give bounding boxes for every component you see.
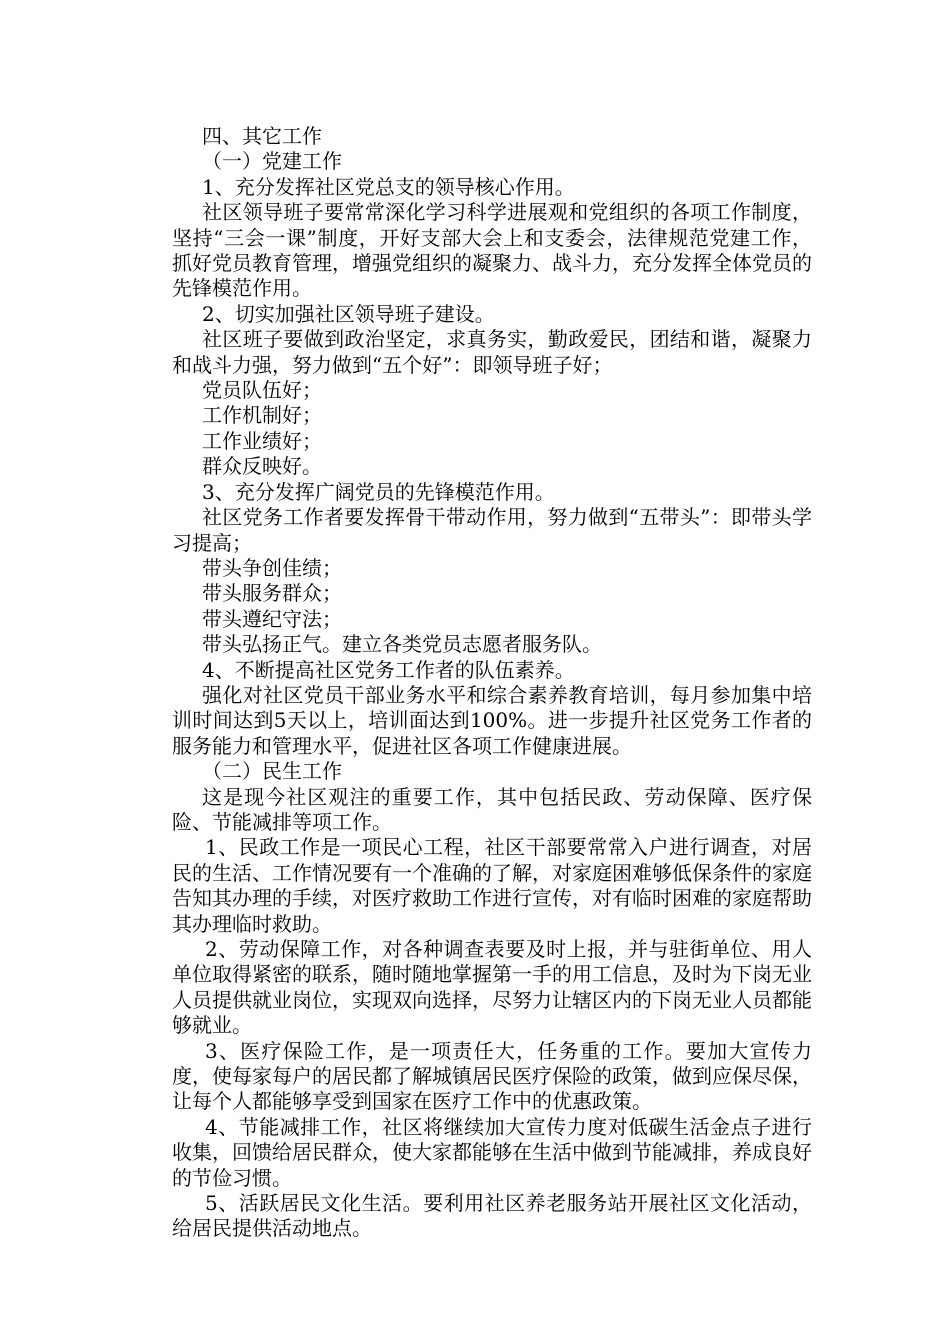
item-heading: 2、切实加强社区领导班子建设。 (202, 301, 495, 326)
subsection-heading: （二）民生工作 (202, 759, 342, 784)
subsection-heading: （一）党建工作 (202, 149, 342, 174)
paragraph: 社区党务工作者要发挥骨干带动作用，努力做到“五带头”：即带头学习提高； (172, 505, 812, 555)
document-body (172, 124, 812, 1242)
paragraph: 1、民政工作是一项民心工程，社区干部要常常入户进行调查，对居民的生活、工作情况要有一个准确的了解，对家庭困难够低保条件的家庭告知其办理的手续，对医疗救助工作进行宣传，对有临时困难的家庭帮助其办理临时救助。 (172, 835, 812, 936)
paragraph: 社区班子要做到政治坚定，求真务实，勤政爱民，团结和谐，凝聚力和战斗力强，努力做到“五个好”：即领导班子好； (172, 327, 812, 377)
paragraph: 5、活跃居民文化生活。要利用社区养老服务站开展社区文化活动，给居民提供活动地点。 (172, 1191, 812, 1241)
paragraph: 强化对社区党员干部业务水平和综合素养教育培训，每月参加集中培训时间达到5天以上，培训面达到100%。进一步提升社区党务工作者的服务能力和管理水平，促进社区各项工作健康进展。 (172, 682, 812, 758)
list-line: 党员队伍好； (202, 378, 322, 403)
paragraph: 4、节能减排工作，社区将继续加大宣传力度对低碳生活金点子进行收集，回馈给居民群众，使大家都能够在生活中做到节能减排，养成良好的节俭习惯。 (172, 1114, 812, 1190)
item-heading: 1、充分发挥社区党总支的领导核心作用。 (202, 174, 575, 199)
item-heading: 4、不断提高社区党务工作者的队伍素养。 (202, 657, 575, 682)
list-line: 工作机制好； (202, 403, 322, 428)
list-line: 带头服务群众； (202, 581, 342, 606)
list-line: 带头弘扬正气。建立各类党员志愿者服务队。 (202, 632, 602, 657)
paragraph: 3、医疗保险工作，是一项责任大，任务重的工作。要加大宣传力度，使每家每户的居民都了解城镇居民医疗保险的政策，做到应保尽保，让每个人都能够享受到国家在医疗工作中的优惠政策。 (172, 1038, 812, 1114)
section-heading: 四、其它工作 (202, 124, 322, 148)
paragraph: 2、劳动保障工作，对各种调查表要及时上报，并与驻街单位、用人单位取得紧密的联系，随时随地掌握第一手的用工信息，及时为下岗无业人员提供就业岗位，实现双向选择，尽努力让辖区内的下岗无业人员都能够就业。 (172, 937, 812, 1038)
list-line: 带头争创佳绩； (202, 555, 342, 580)
list-line: 群众反映好。 (202, 454, 322, 479)
list-line: 工作业绩好； (202, 428, 322, 453)
item-heading: 3、充分发挥广阔党员的先锋模范作用。 (202, 479, 555, 504)
paragraph: 社区领导班子要常常深化学习科学进展观和党组织的各项工作制度，坚持“三会一课”制度，开好支部大会上和支委会，法律规范党建工作，抓好党员教育管理，增强党组织的凝聚力、战斗力，充分发挥全体党员的先锋模范作用。 (172, 200, 812, 301)
list-line: 带头遵纪守法； (202, 606, 342, 631)
paragraph: 这是现今社区观注的重要工作，其中包括民政、劳动保障、医疗保险、节能减排等项工作。 (172, 784, 812, 834)
